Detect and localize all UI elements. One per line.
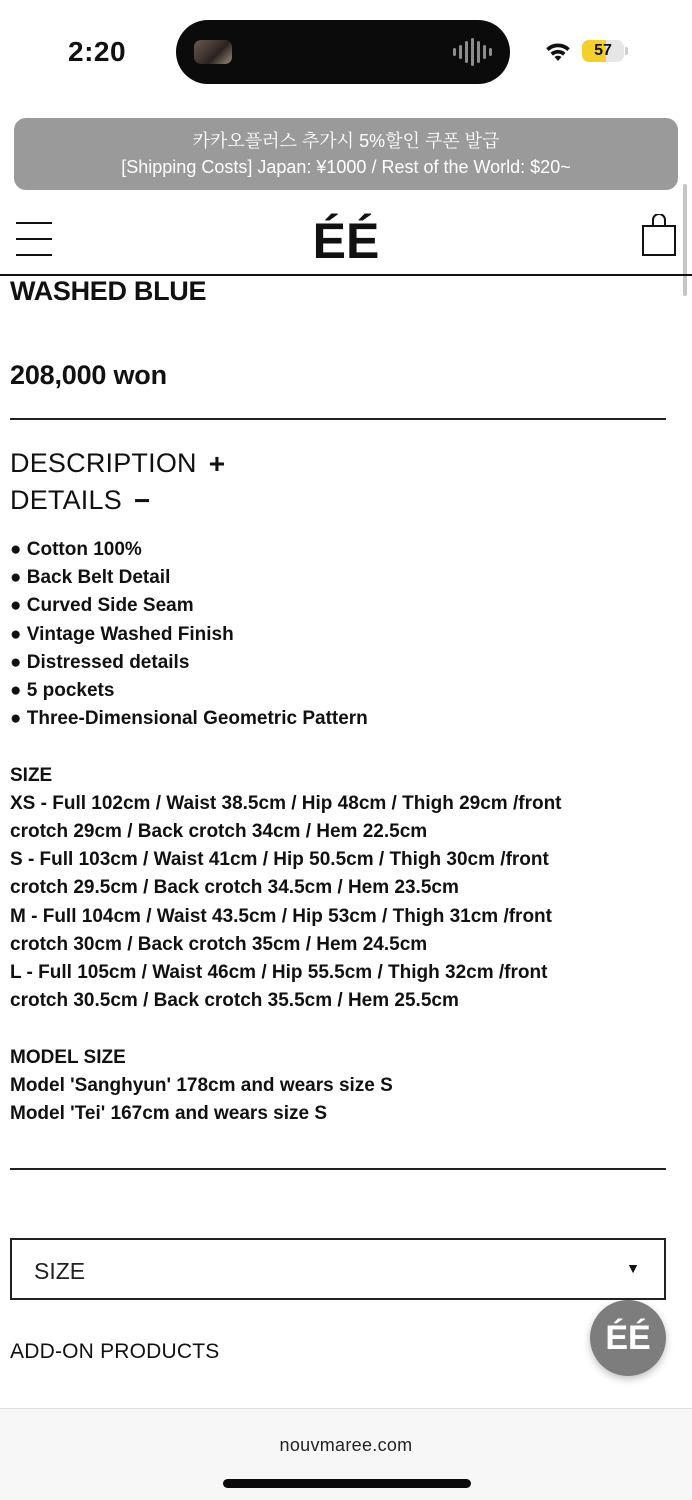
accordion-details-label: DETAILS xyxy=(10,485,122,515)
details-bullet: ● Three-Dimensional Geometric Pattern xyxy=(10,708,368,730)
browser-address-bar[interactable] xyxy=(0,1408,692,1500)
promo-banner[interactable] xyxy=(14,118,678,190)
collapse-minus-icon: − xyxy=(133,484,151,516)
accordion-description[interactable] xyxy=(10,448,225,479)
details-bullet: ● Back Belt Detail xyxy=(10,567,171,589)
details-bullet: ● Cotton 100% xyxy=(10,539,142,560)
size-line: L - Full 105cm / Waist 46cm / Hip 55.5cm / Thigh 32cm /front xyxy=(10,962,548,984)
size-line: crotch 29cm / Back crotch 34cm / Hem 22.5cm xyxy=(10,821,428,843)
size-line: crotch 30.5cm / Back crotch 35.5cm / Hem 25.5cm xyxy=(10,990,459,1012)
battery-icon xyxy=(582,40,624,62)
details-bullet: ● Vintage Washed Finish xyxy=(10,623,234,645)
size-line: S - Full 103cm / Waist 41cm / Hip 50.5cm / Thigh 30cm /front xyxy=(10,849,549,871)
status-bar xyxy=(0,0,692,104)
details-spacer xyxy=(10,733,670,761)
now-playing-thumbnail-icon xyxy=(194,40,232,64)
home-indicator[interactable] xyxy=(223,1479,471,1488)
floating-logo-button[interactable]: ÉÉ xyxy=(590,1300,666,1376)
size-select[interactable] xyxy=(10,1238,666,1300)
size-line: crotch 29.5cm / Back crotch 34.5cm / Hem 23.5cm xyxy=(10,877,459,899)
details-spacer xyxy=(10,1015,670,1043)
site-logo[interactable]: ÉÉ xyxy=(312,213,380,269)
expand-plus-icon: + xyxy=(208,447,226,479)
price-divider xyxy=(10,418,666,420)
audio-waveform-icon xyxy=(453,38,492,66)
model-size-heading: MODEL SIZE xyxy=(10,1046,126,1068)
shopping-bag-icon[interactable] xyxy=(642,214,676,256)
size-line: M - Full 104cm / Waist 43.5cm / Hip 53cm / Thigh 31cm /front xyxy=(10,905,552,927)
status-time: 2:20 xyxy=(68,36,127,67)
accordion-details[interactable] xyxy=(10,485,151,516)
details-bullet: ● Distressed details xyxy=(10,651,190,673)
details-bullet: ● 5 pockets xyxy=(10,680,115,702)
size-heading: SIZE xyxy=(10,764,53,786)
battery-percentage: 57 xyxy=(594,42,612,59)
accordion-description-label: DESCRIPTION xyxy=(10,448,197,478)
promo-line-coupon: 카카오플러스 추가시 5%할인 쿠폰 발급 xyxy=(192,131,500,151)
promo-line-shipping: [Shipping Costs] Japan: ¥1000 / Rest of the World: $20~ xyxy=(121,157,571,177)
size-line: crotch 30cm / Back crotch 35cm / Hem 24.5cm xyxy=(10,933,428,955)
model-line: Model 'Sanghyun' 178cm and wears size S xyxy=(10,1074,393,1096)
product-name: WASHED BLUE xyxy=(10,276,207,306)
site-header xyxy=(0,196,692,276)
add-on-products-heading: ADD-ON PRODUCTS xyxy=(10,1340,220,1363)
dynamic-island[interactable] xyxy=(176,20,510,84)
model-line: Model 'Tei' 167cm and wears size S xyxy=(10,1103,328,1125)
size-line: XS - Full 102cm / Waist 38.5cm / Hip 48cm / Thigh 29cm /front xyxy=(10,792,562,814)
wifi-icon xyxy=(543,39,573,63)
battery-tip xyxy=(625,47,628,55)
details-content xyxy=(10,536,670,1128)
url-text[interactable]: nouvmaree.com xyxy=(279,1435,413,1455)
details-bullet: ● Curved Side Seam xyxy=(10,595,194,617)
product-price: 208,000 won xyxy=(10,360,167,390)
caret-down-icon: ▼ xyxy=(626,1260,640,1276)
size-select-value: SIZE xyxy=(34,1258,86,1284)
details-divider xyxy=(10,1168,666,1170)
